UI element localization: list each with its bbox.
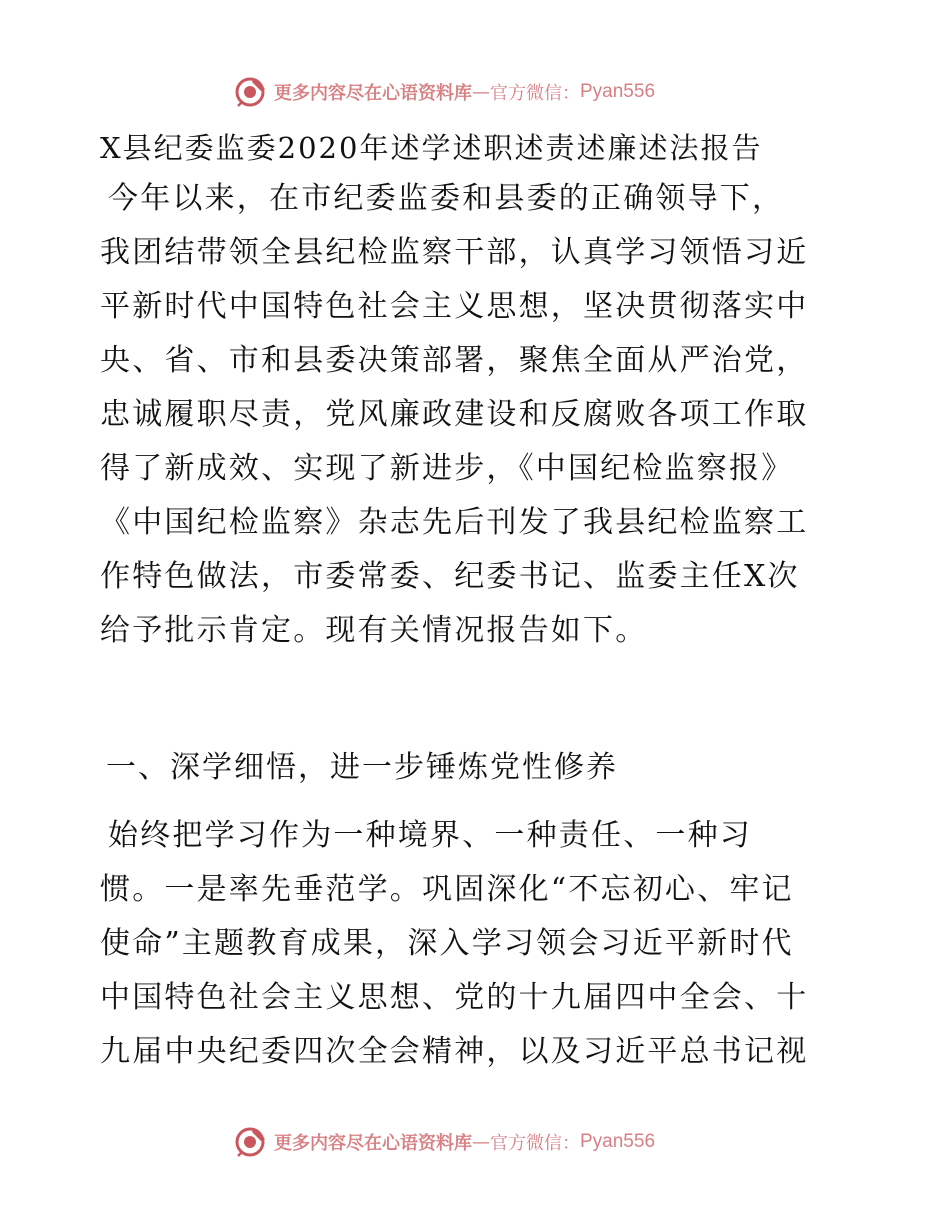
header-wechat-id: Pyan556 bbox=[580, 81, 656, 102]
pen-logo-icon bbox=[234, 1125, 268, 1159]
pen-logo-icon bbox=[234, 75, 268, 109]
header-wechat-label: 官方微信： bbox=[490, 83, 580, 104]
intro-line: 作特色做法，市委常委、纪委书记、监委主任X次 bbox=[100, 559, 800, 594]
intro-line: 今年以来，在市纪委监委和县委的正确领导下， bbox=[108, 181, 785, 216]
footer-banner-text: 更多内容尽在心语资料库 bbox=[274, 1133, 472, 1154]
section1-line: 中国特色社会主义思想、党的十九届四中全会、十 bbox=[100, 980, 809, 1015]
section1-line: 使命”主题教育成果，深入学习领会习近平新时代 bbox=[100, 926, 794, 961]
document-title: X县纪委监委2020年述学述职述责述廉述法报告 bbox=[100, 131, 763, 165]
section-heading: 一、深学细悟，进一步锤炼党性修养 bbox=[106, 750, 618, 785]
intro-line: 忠诚履职尽责，党风廉政建设和反腐败各项工作取 bbox=[100, 397, 809, 432]
header-banner bbox=[234, 72, 714, 112]
header-banner-dash: — bbox=[472, 81, 490, 103]
section1-line: 始终把学习作为一种境界、一种责任、一种习 bbox=[108, 818, 752, 853]
footer-wechat-id: Pyan556 bbox=[580, 1131, 656, 1152]
intro-line: 我团结带领全县纪检监察干部，认真学习领悟习近 bbox=[100, 235, 809, 270]
footer-banner-dash: — bbox=[472, 1131, 490, 1153]
section1-paragraph bbox=[100, 809, 870, 1079]
header-banner-text: 更多内容尽在心语资料库 bbox=[274, 83, 472, 104]
intro-paragraph bbox=[100, 172, 870, 658]
intro-line: 平新时代中国特色社会主义思想，坚决贯彻落实中 bbox=[100, 289, 809, 324]
intro-line: 央、省、市和县委决策部署，聚焦全面从严治党， bbox=[100, 343, 809, 378]
section1-line: 九届中央纪委四次全会精神，以及习近平总书记视 bbox=[100, 1034, 809, 1069]
intro-line: 给予批示肯定。现有关情况报告如下。 bbox=[100, 613, 648, 648]
intro-line: 《中国纪检监察》杂志先后刊发了我县纪检监察工 bbox=[100, 505, 809, 540]
footer-banner bbox=[234, 1122, 714, 1162]
intro-line: 得了新成效、实现了新进步，《中国纪检监察报》 bbox=[100, 451, 794, 486]
footer-wechat-label: 官方微信： bbox=[490, 1133, 580, 1154]
section1-line: 惯。一是率先垂范学。巩固深化“不忘初心、牢记 bbox=[100, 872, 794, 907]
